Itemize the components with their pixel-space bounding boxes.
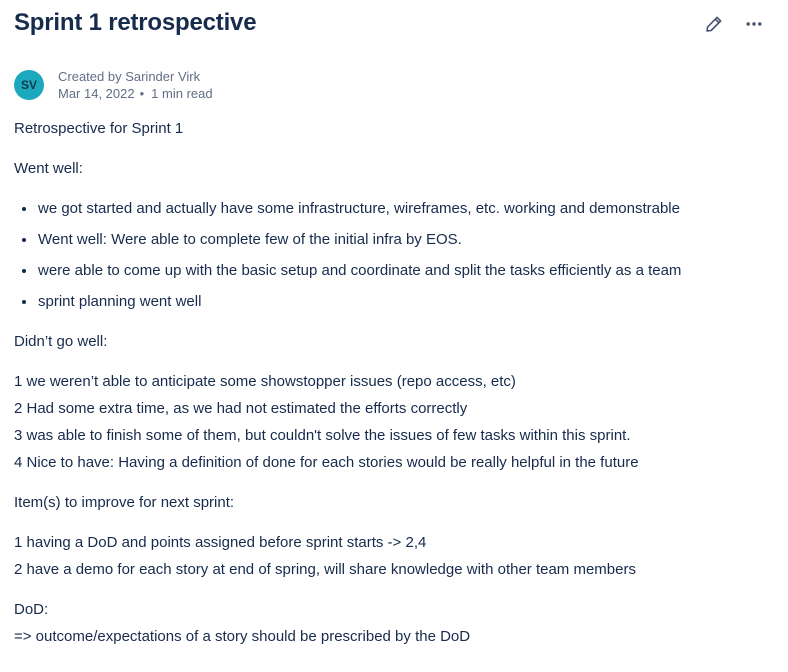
- avatar[interactable]: SV: [14, 70, 44, 100]
- header-actions: [702, 6, 766, 36]
- paragraph: [14, 596, 772, 650]
- page-meta: [58, 85, 213, 102]
- ellipsis-icon: [744, 14, 764, 34]
- text-line: 1 having a DoD and points assigned before sprint starts -> 2,4: [14, 534, 427, 551]
- page-header: [14, 6, 772, 40]
- read-time: 1 min read: [151, 86, 213, 101]
- list-item: sprint planning went well: [14, 288, 772, 315]
- pencil-icon: [704, 14, 724, 34]
- text-line: 2 Had some extra time, as we had not estimated the efforts correctly: [14, 400, 468, 417]
- paragraph: Went well:: [14, 160, 83, 177]
- list-item: were able to come up with the basic setup and coordinate and split the tasks efficiently as a team: [14, 257, 772, 284]
- paragraph: Retrospective for Sprint 1: [14, 120, 184, 137]
- text-line: DoD:: [14, 601, 49, 618]
- meta-separator: •: [139, 86, 145, 101]
- text-line: 4 Nice to have: Having a definition of done for each stories would be really helpful in the future: [14, 454, 639, 471]
- created-by: Created by Sarinder Virk: [58, 69, 201, 84]
- text-line: => outcome/expectations of a story should be prescribed by the DoD: [14, 628, 471, 645]
- byline: [14, 68, 772, 102]
- more-button[interactable]: [742, 12, 766, 36]
- text-line: 2 have a demo for each story at end of spring, will share knowledge with other team members: [14, 561, 636, 578]
- text-line: 3 was able to finish some of them, but couldn't solve the issues of few tasks within this sprint.: [14, 427, 631, 444]
- byline-text: [58, 68, 213, 102]
- paragraph: Didn’t go well:: [14, 333, 108, 350]
- list-item: Went well: Were able to complete few of the initial infra by EOS.: [14, 226, 772, 253]
- list-item: we got started and actually have some infrastructure, wireframes, etc. working and demonstrable: [14, 195, 772, 222]
- bullet-list: [14, 195, 772, 315]
- created-date: Mar 14, 2022: [58, 86, 135, 101]
- paragraph: [14, 529, 772, 583]
- article-body: [14, 115, 772, 650]
- text-line: 1 we weren’t able to anticipate some showstopper issues (repo access, etc): [14, 373, 516, 390]
- paragraph: Item(s) to improve for next sprint:: [14, 494, 235, 511]
- page-title: Sprint 1 retrospective: [14, 9, 257, 36]
- paragraph: [14, 368, 772, 476]
- edit-button[interactable]: [702, 12, 726, 36]
